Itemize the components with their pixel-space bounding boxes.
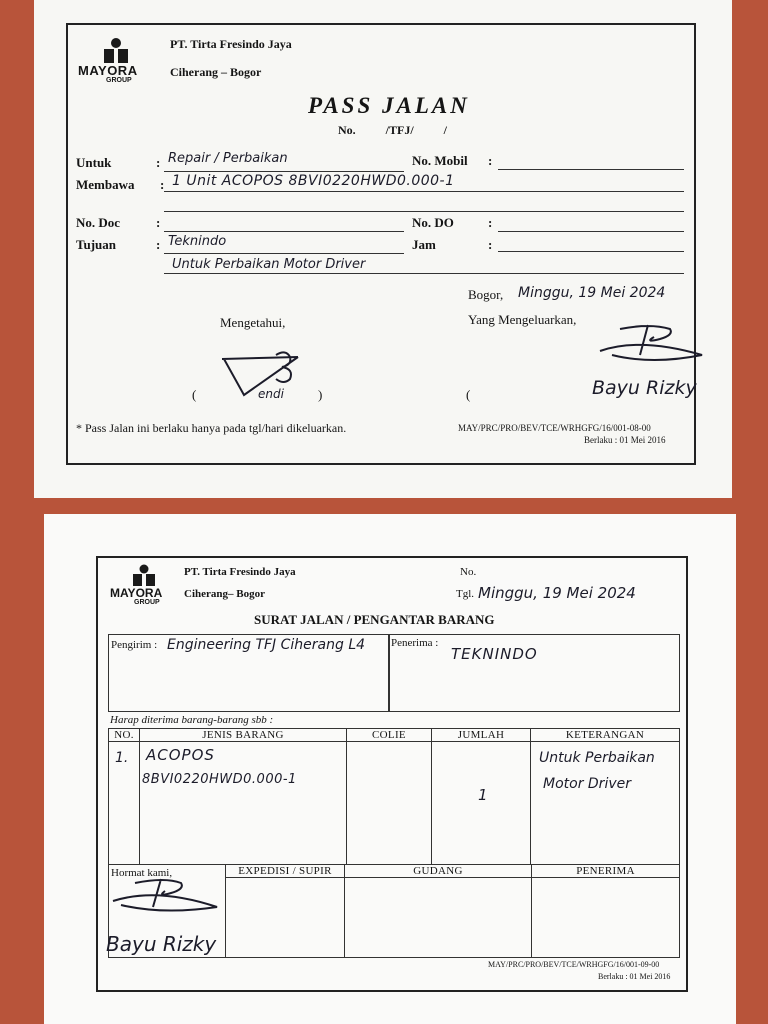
jam-label: Jam [412,237,436,252]
cell-jenis [139,741,347,865]
expedisi-header: EXPEDISI / SUPIR [225,864,345,878]
company-name: PT. Tirta Fresindo Jaya [184,566,296,578]
logo-text: MAYORA [110,586,163,600]
cell-colie [346,741,432,865]
penerima-sign-box [531,877,680,958]
penerima-header: PENERIMA [531,864,680,878]
colon: : [488,237,493,252]
expedisi-sign-box [225,877,345,958]
gudang-header: GUDANG [344,864,532,878]
date-value: Minggu, 19 Mei 2024 [518,285,666,301]
tujuan-value: Teknindo [168,234,227,249]
untuk-label: Untuk [76,155,112,170]
colon: : [156,155,161,170]
tgl-value: Minggu, 19 Mei 2024 [478,584,636,602]
tujuan-label: Tujuan [76,237,116,252]
doc-code: MAY/PRC/PRO/BEV/TCE/WRHGFG/16/001-08-00 [458,423,651,433]
colon: : [156,215,161,230]
membawa-line-2 [164,211,684,212]
hormat-kami-label: Hormat kami, [111,867,173,879]
sender-sign-name: Bayu Rizky [106,932,217,956]
colon: : [156,237,161,252]
pass-jalan-frame [66,23,696,465]
right-sign-name: Bayu Rizky [592,377,697,399]
colon: : [160,177,165,192]
membawa-line-1 [164,191,684,192]
logo-text: MAYORA [78,63,138,78]
no-doc-line [164,231,404,232]
untuk-line [164,171,404,172]
page-title: PASS JALAN [308,93,470,118]
no-do-line [498,231,684,232]
no-doc-label: No. Doc [76,215,121,230]
date-prefix: Bogor, [468,287,504,302]
pass-jalan-sheet [34,0,732,498]
col-jumlah-header: JUMLAH [431,728,531,742]
harap-text: Harap diterima barang-barang sbb : [110,714,274,726]
mayora-logo-icon [108,564,188,588]
tujuan-value-2: Untuk Perbaikan Motor Driver [172,257,366,272]
company-location: Ciherang – Bogor [170,65,262,79]
page-title: SURAT JALAN / PENGANTAR BARANG [254,612,495,627]
no-do-label: No. DO [412,215,454,230]
cell-jumlah [431,741,531,865]
membawa-label: Membawa [76,177,135,192]
membawa-value: 1 Unit ACOPOS 8BVI0220HWD0.000-1 [172,173,455,189]
jumlah-value: 1 [478,786,488,804]
validity-note: * Pass Jalan ini berlaku hanya pada tgl/hari dikeluarkan. [76,421,347,435]
cell-keterangan [530,741,680,865]
mengetahui-label: Mengetahui, [220,315,286,330]
gudang-sign-box [344,877,532,958]
cell-no [108,741,140,865]
tgl-label: Tgl. [456,588,475,600]
pengirim-value: Engineering TFJ Ciherang L4 [167,637,366,653]
colon: : [488,215,493,230]
no-mobil-line [498,169,684,170]
col-jenis-header: JENIS BARANG [139,728,347,742]
untuk-value: Repair / Perbaikan [168,151,288,166]
document-number: No. /TFJ/ / [338,123,448,137]
sender-signature-icon [109,875,221,917]
surat-jalan-sheet [44,514,736,1024]
no-label: No. [460,566,477,578]
jenis-line-1: ACOPOS [146,746,215,764]
surat-jalan-frame [96,556,688,992]
no-mobil-label: No. Mobil [412,153,468,168]
yang-mengeluarkan-label: Yang Mengeluarkan, [468,312,577,327]
right-signature-icon [596,321,706,363]
mayora-logo [108,564,188,608]
penerima-label: Penerima : [391,637,439,649]
row-no: 1. [115,750,129,766]
colon: : [488,153,493,168]
left-paren-close: ) [318,387,323,402]
keterangan-line-1: Untuk Perbaikan [539,750,655,766]
valid-from: Berlaku : 01 Mei 2016 [598,972,671,981]
jam-line [498,251,684,252]
pengirim-box [108,634,390,712]
col-colie-header: COLIE [346,728,432,742]
col-no-header: NO. [108,728,140,742]
penerima-box [388,634,680,712]
doc-code: MAY/PRC/PRO/BEV/TCE/WRHGFG/16/001-09-00 [488,960,660,969]
col-keterangan-header: KETERANGAN [530,728,680,742]
company-location: Ciherang– Bogor [184,588,265,600]
logo-sub: GROUP [134,599,160,606]
mayora-logo [76,37,156,87]
left-paren-open: ( [192,387,197,402]
right-paren-open: ( [466,387,471,402]
penerima-value: TEKNINDO [451,645,538,663]
valid-from: Berlaku : 01 Mei 2016 [584,435,666,445]
company-name: PT. Tirta Fresindo Jaya [170,37,292,51]
tujuan-line-2 [164,273,684,274]
pengirim-label: Pengirim : [111,639,158,651]
tujuan-line [164,253,404,254]
left-sign-name: endi [258,387,284,401]
keterangan-line-2: Motor Driver [543,776,631,792]
jenis-line-2: 8BVI0220HWD0.000-1 [142,772,297,787]
logo-sub: GROUP [106,77,132,84]
